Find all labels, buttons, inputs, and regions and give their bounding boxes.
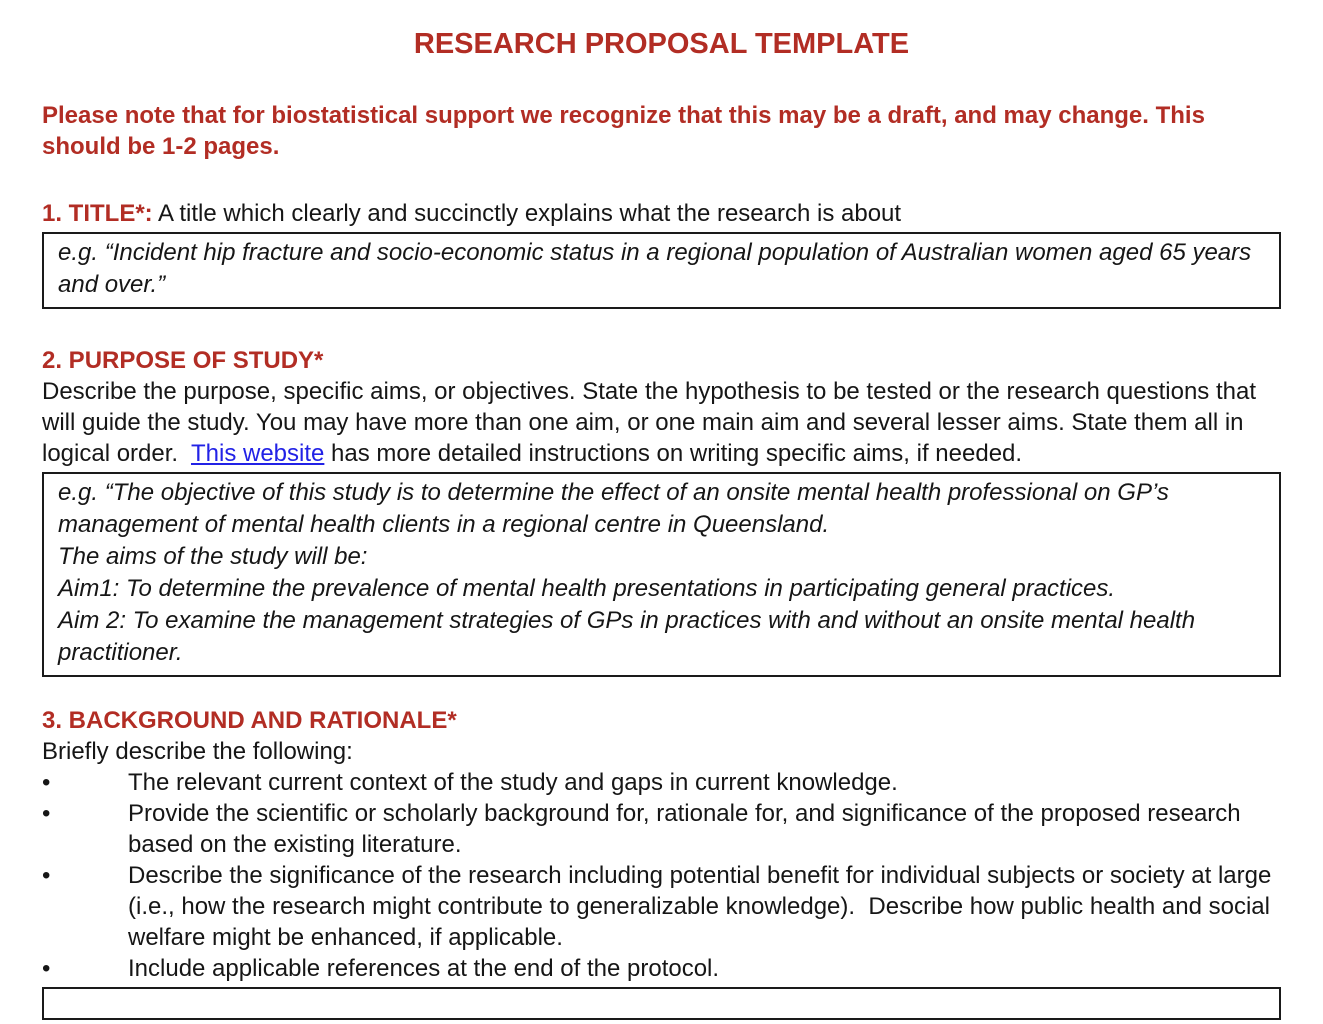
purpose-example-line: The aims of the study will be: xyxy=(58,543,368,570)
this-website-link[interactable]: This website xyxy=(190,440,325,467)
bullet-text: Describe the significance of the research including potential benefit for individual subjects or society at large (i.e., how the research might contribute to generalizable knowledge). Describe how public health and social welfare might be enhanced, if applicable. xyxy=(128,862,1272,951)
background-entry-box[interactable] xyxy=(42,987,1281,1020)
bullet-icon: • xyxy=(42,862,51,889)
list-item xyxy=(42,767,1281,798)
purpose-example-line: Aim 2: To examine the management strategies of GPs in practices with and without an onsite mental health practitioner. xyxy=(58,607,1196,666)
purpose-example-line: e.g. “The objective of this study is to determine the effect of an onsite mental health professional on GP’s management of mental health clients in a regional centre in Queensland. xyxy=(58,479,1169,538)
bullet-text: The relevant current context of the study and gaps in current knowledge. xyxy=(128,769,898,796)
section-3-heading: 3. BACKGROUND AND RATIONALE* xyxy=(42,707,457,734)
purpose-text-before-link: Describe the purpose, specific aims, or objectives. State the hypothesis to be tested or the research questions that will guide the study. You may have more than one aim, or one main aim and several lesser aims. State them all in logical order. xyxy=(42,378,1256,467)
purpose-description xyxy=(42,376,1281,469)
section-1-heading-text: A title which clearly and succinctly explains what the research is about xyxy=(152,200,902,227)
background-intro: Briefly describe the following: xyxy=(42,738,353,765)
bullet-icon: • xyxy=(42,769,51,796)
section-2-heading: 2. PURPOSE OF STUDY* xyxy=(42,347,324,374)
section-1-number-label: 1. TITLE*: xyxy=(42,200,153,227)
biostatistical-note: Please note that for biostatistical support we recognize that this may be a draft, and may change. This should be 1-2 pages. xyxy=(42,102,1205,160)
list-item xyxy=(42,953,1281,984)
bullet-text: Provide the scientific or scholarly background for, rationale for, and significance of the proposed research based on the existing literature. xyxy=(128,800,1241,858)
bullet-icon: • xyxy=(42,955,51,982)
list-item xyxy=(42,798,1281,860)
bullet-text: Include applicable references at the end of the protocol. xyxy=(128,955,720,982)
purpose-example-line: Aim1: To determine the prevalence of mental health presentations in participating general practices. xyxy=(58,575,1116,602)
purpose-example-box[interactable] xyxy=(42,472,1281,677)
purpose-text-after-link: has more detailed instructions on writing specific aims, if needed. xyxy=(324,440,1023,467)
section-1-heading xyxy=(42,198,1281,229)
title-example-box[interactable] xyxy=(42,232,1281,309)
page-title: RESEARCH PROPOSAL TEMPLATE xyxy=(413,28,910,60)
list-item xyxy=(42,860,1281,953)
bullet-icon: • xyxy=(42,800,51,827)
title-example-text: e.g. “Incident hip fracture and socio-economic status in a regional population of Australian women aged 65 years and over.” xyxy=(58,239,1252,298)
background-bullet-list xyxy=(42,767,1281,984)
